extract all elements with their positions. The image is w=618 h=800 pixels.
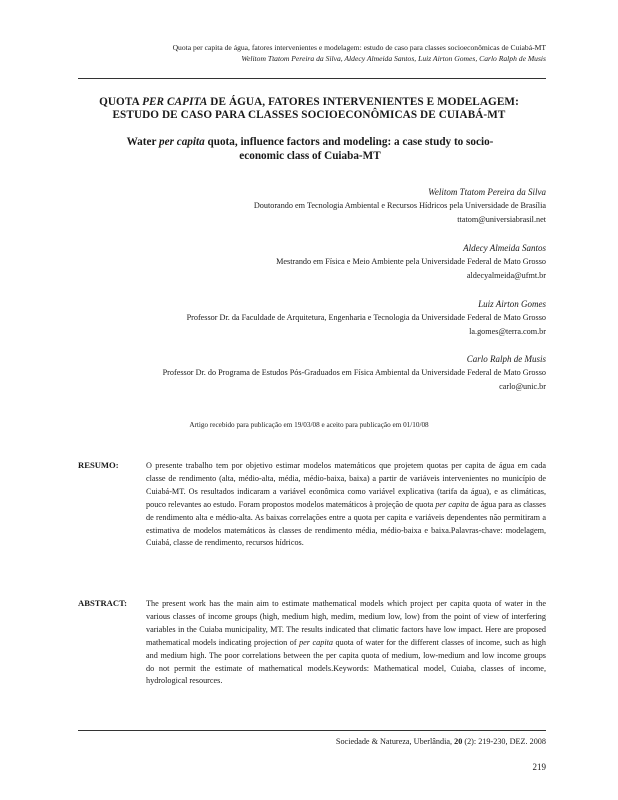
author-affiliation: Doutorando em Tecnologia Ambiental e Recursos Hídricos pela Universidade de Brasília	[253, 201, 546, 210]
resumo-text: O presente trabalho tem por objetivo estimar modelos matemáticos que projetem quotas per capita de água em cada classe de rendimento (alta, médio-alta, média, médio-baixa, baixa) a partir de variáveis intervenientes no município de Cuiabá-MT. Os resultados indicaram a variável econômica como variável explicativa (tarifa da água), e as climáticas, pouco relevantes ao estudo. Foram propostos modelos matemáticos à projeção de quota per capita de água para as classes de rendimento alta e médio-alta. As baixas correlações entre a quota per capita e variáveis dependentes não permitiram a estimativa de modelos matemáticos às classes de rendimento média, médio-baixa e baixa.Palavras-chave: modelagem, Cuiabá, classe de rendimento, recursos hídricos.	[146, 461, 546, 548]
author-block	[163, 352, 546, 394]
running-head-authors: Welitom Ttatom Pereira da Silva, Aldecy Almeida Santos, Luiz Airton Gomes, Carlo Ralph de Musis	[241, 54, 546, 63]
author-name: Aldecy Almeida Santos	[463, 243, 546, 253]
author-block	[187, 297, 546, 339]
title-pt-text-2: DE ÁGUA, FATORES INTERVENIENTES E MODELAGEM:	[207, 96, 519, 108]
journal-citation: Sociedade & Natureza, Uberlândia, 20 (2): 219-230, DEZ. 2008	[335, 737, 546, 746]
title-portuguese	[60, 96, 558, 122]
title-english	[110, 135, 510, 163]
title-pt-text-1: QUOTA	[99, 96, 143, 108]
author-name: Luiz Airton Gomes	[478, 299, 546, 309]
resumo-label: RESUMO:	[78, 460, 119, 470]
footer-rule	[78, 730, 546, 731]
title-en-italic: per capita	[159, 136, 205, 148]
header-rule	[78, 78, 546, 79]
author-affiliation: Mestrando em Física e Meio Ambiente pela Universidade Federal de Mato Grosso	[276, 257, 546, 266]
title-en-text-2: quota, influence factors and modeling: a case study to socio-economic class of Cuiaba-MT	[204, 136, 494, 162]
author-name: Welitom Ttatom Pereira da Silva	[428, 187, 546, 197]
author-email: ttatom@universiabrasil.net	[457, 215, 546, 224]
author-name: Carlo Ralph de Musis	[466, 354, 546, 364]
title-pt-line-2: ESTUDO DE CASO PARA CLASSES SOCIOECONÔMICAS DE CUIABÁ-MT	[112, 109, 506, 121]
author-affiliation: Professor Dr. do Programa de Estudos Pós-Graduados em Física Ambiental da Universidade Federal de Mato Grosso	[162, 368, 546, 377]
author-email: la.gomes@terra.com.br	[469, 327, 546, 336]
author-block	[254, 185, 546, 227]
title-pt-italic: PER CAPITA	[142, 96, 208, 108]
author-affiliation: Professor Dr. da Faculdade de Arquitetura, Engenharia e Tecnologia da Universidade Federal de Mato Grosso	[186, 313, 546, 322]
volume-number: 20	[454, 737, 463, 746]
author-block	[276, 241, 546, 283]
abstract-text: The present work has the main aim to estimate mathematical models which project per capita quota of water in the various classes of income groups (high, medium high, medim, medium low, low) from the point of view of interfering variables in the Cuiaba municipality, MT. The results indicated that climatic factors have low impact. Here are proposed mathematical models indicating projection of per capita quota of water for the different classes of income, such as high and medium high. The poor correlations between the per capita quota of medium, low-medium and low income groups do not permit the estimate of mathematical models.Keywords: Mathematical model, Cuiaba, classes of income, hydrological resources.	[146, 599, 546, 686]
title-en-text-1: Water	[126, 136, 160, 148]
author-email: carlo@unic.br	[499, 382, 546, 391]
received-date-note: Artigo recebido para publicação em 19/03/08 e aceito para publicação em 01/10/08	[189, 421, 429, 429]
running-head-title: Quota per capita de água, fatores intervenientes e modelagem: estudo de caso para classes socioeconômicas de Cuiabá-MT	[172, 43, 546, 52]
page-number: 219	[532, 762, 546, 772]
abstract-label: ABSTRACT:	[78, 598, 128, 608]
author-email: aldecyalmeida@ufmt.br	[466, 271, 546, 280]
running-head	[173, 42, 546, 64]
